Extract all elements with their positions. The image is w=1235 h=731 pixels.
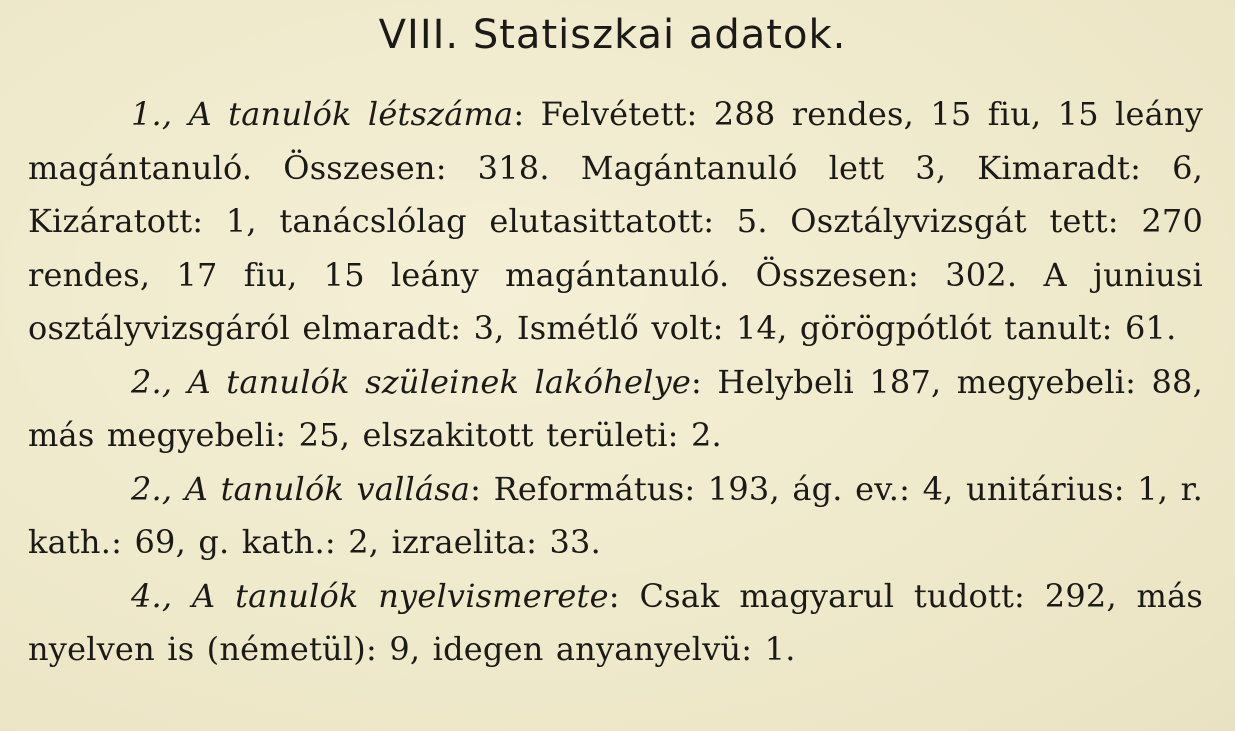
paragraph-student-count (28, 88, 1203, 356)
paragraph-religion (28, 463, 1203, 570)
section-title: VIII. Statiszkai adatok. (378, 12, 847, 58)
paragraph-parents-residence (28, 356, 1203, 463)
paragraph-text: : Református: 193, ág. ev.: 4, unitárius: 1, r. kath.: 69, g. kath.: 2, izraelita: 33. (28, 469, 1204, 561)
paragraph-languages (28, 570, 1203, 677)
document-body (28, 88, 1203, 677)
paragraph-lead: 2., A tanulók vallása (131, 469, 471, 508)
paragraph-text: : Helybeli 187, megyebeli: 88, más megyebeli: 25, elszakitott területi: 2. (28, 362, 1203, 454)
paragraph-lead: 2., A tanulók szüleinek lakóhelye (131, 362, 692, 401)
paragraph-lead: 1., A tanulók létszáma (131, 95, 514, 133)
paragraph-text: : Felvétett: 288 rendes, 15 fiu, 15 leány magántanuló. Összesen: 318. Magántanuló lett 3, Kimaradt: 6, Kizáratott: 1, tanácslólag elutasittatott: 5. Osztályvizsgát tett: 270 rendes, 17 fiu, 15 leány magántanuló. Összesen: 302. A juniusi osztályvizsgáról elmaradt: 3, Ismétlő volt: 14, görögpótlót tanult: 61. (28, 95, 1203, 347)
paragraph-text: : Csak magyarul tudott: 292, más nyelven is (németül): 9, idegen anyanyelvü: 1. (28, 576, 1203, 668)
paragraph-lead: 4., A tanulók nyelvismerete (131, 576, 609, 615)
